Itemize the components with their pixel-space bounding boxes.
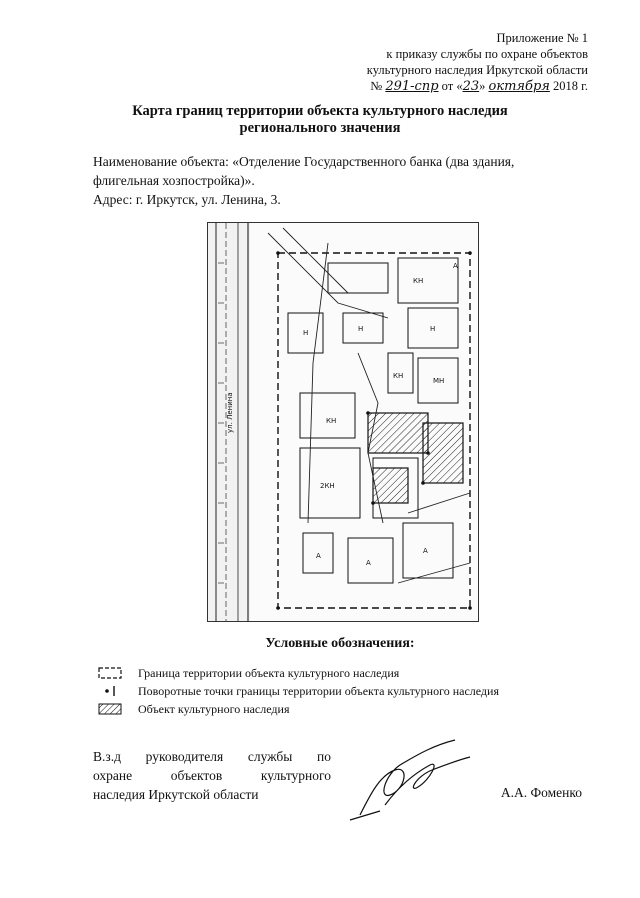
signatory-word: по: [317, 749, 331, 764]
signatory-name: А.А. Фоменко: [500, 785, 582, 800]
cadastral-map: [207, 222, 479, 622]
map-label-street: ул. Ленина: [226, 392, 234, 433]
map-label-kn-1: КН: [413, 277, 424, 285]
map-label-mn: МН: [433, 377, 445, 385]
map-label-n-3: Н: [430, 325, 436, 333]
object-name-line-1: Наименование объекта: «Отделение Государственного банка (два здания,: [93, 154, 515, 169]
hatched-object-icon: [96, 702, 124, 716]
legend-item-object: [96, 700, 596, 718]
appendix-order-line: к приказу службы по охране объектов: [386, 47, 588, 61]
dashed-boundary-icon: [96, 666, 124, 680]
heritage-building-1: [368, 413, 428, 453]
signatory-line-2: [93, 766, 331, 785]
date-month: октября: [488, 79, 550, 94]
date-word: от «: [441, 79, 463, 93]
signatory-word: культурного: [260, 768, 331, 783]
number-sign: №: [370, 79, 383, 93]
title-line-1: Карта границ территории объекта культурного наследия: [132, 103, 508, 119]
document-title: [80, 103, 560, 137]
heritage-outbuilding: [373, 468, 408, 503]
signatory-word: объектов: [170, 768, 223, 783]
map-label-n-1: Н: [303, 329, 309, 337]
map-drawing: [208, 223, 478, 621]
legend-text-object: Объект культурного наследия: [138, 701, 290, 716]
map-label-kn-3: КН: [393, 372, 404, 380]
map-label-a-4: А: [453, 262, 458, 270]
order-number: 291-спр: [385, 79, 439, 94]
signatory-position: [93, 747, 331, 804]
appendix-title: Приложение № 1: [496, 31, 588, 45]
legend-text-boundary: Граница территории объекта культурного наследия: [138, 665, 400, 680]
map-label-a-3: А: [423, 547, 428, 555]
legend-title: Условные обозначения:: [265, 636, 415, 651]
signatory-word: охране: [93, 768, 133, 783]
appendix-authority-line: культурного наследия Иркутской области: [366, 63, 588, 77]
signatory-word: руководителя: [145, 749, 224, 764]
legend-item-boundary: [96, 664, 596, 682]
date-year: 2018 г.: [553, 79, 588, 93]
legend-text-points: Поворотные точки границы территории объекта культурного наследия: [138, 683, 499, 698]
object-name-line-2: флигельная хозпостройка)».: [93, 173, 255, 188]
signatory-word: В.з.д: [93, 749, 121, 764]
handwritten-signature: [340, 735, 480, 825]
map-label-a-2: А: [366, 559, 371, 567]
map-label-n-2: Н: [358, 325, 364, 333]
object-address: Адрес: г. Иркутск, ул. Ленина, 3.: [93, 192, 281, 207]
signatory-line-3: наследия Иркутской области: [93, 787, 259, 802]
map-label-zh: 2КН: [320, 482, 335, 490]
signatory-line-1: [93, 747, 331, 766]
turning-point-icon: [96, 684, 124, 698]
map-label-kn-2: КН: [326, 417, 337, 425]
signatory-word: службы: [247, 749, 293, 764]
appendix-block: [258, 30, 588, 95]
appendix-number-date: [258, 78, 588, 95]
object-info: [93, 152, 588, 209]
legend: [96, 664, 596, 718]
map-label-a-1: А: [316, 552, 321, 560]
title-line-2: регионального значения: [239, 120, 401, 136]
date-day: 23: [462, 79, 480, 94]
date-close: »: [479, 79, 486, 93]
legend-item-points: [96, 682, 596, 700]
